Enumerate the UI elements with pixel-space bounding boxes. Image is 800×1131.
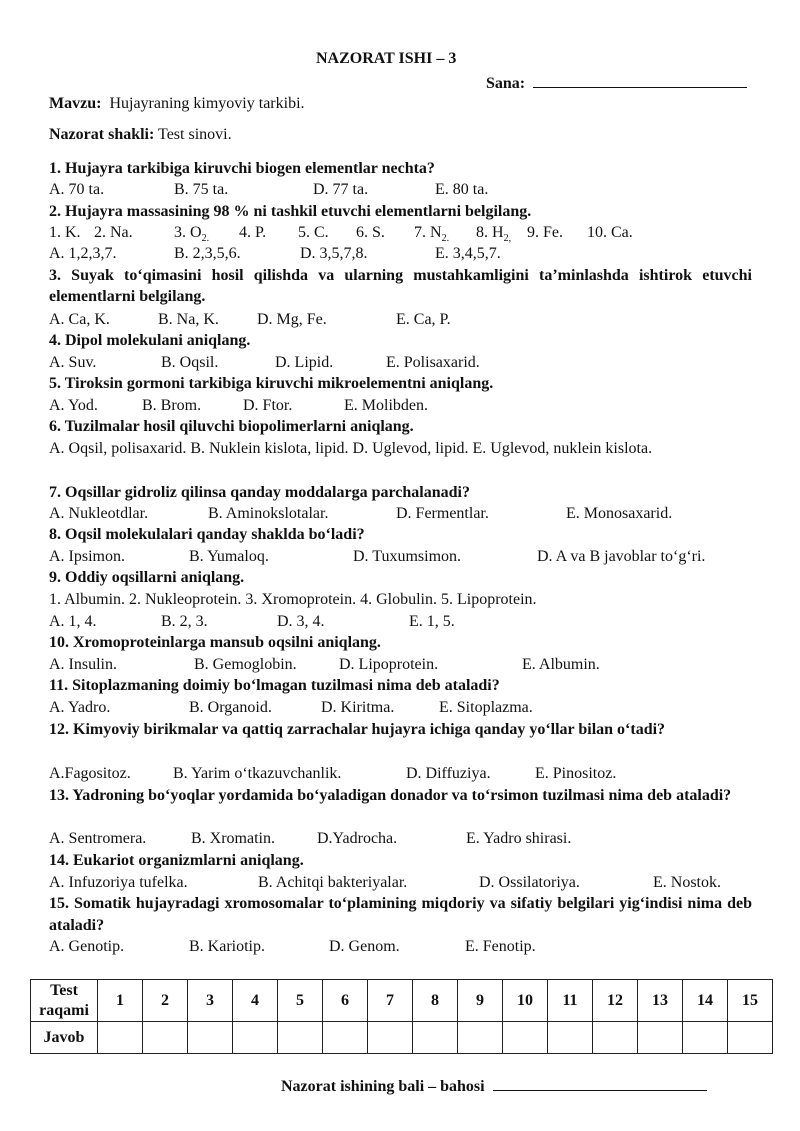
options-3 [49, 309, 759, 330]
options-14 [49, 872, 759, 893]
question-6: 6. Tuzilmalar hosil qiluvchi biopolimerlarni aniqlang. [49, 418, 414, 435]
option[interactable]: B. Aminokslotalar. [208, 505, 329, 522]
topic-line [49, 94, 305, 114]
options-8 [49, 546, 759, 567]
options-13 [49, 828, 759, 849]
question-13: 13. Yadroning bo‘yoqlar yordamida bo‘yaladigan donador va to‘rsimon tuzilmasi nima deb ataladi? [49, 787, 732, 804]
option[interactable]: E. Yadro shirasi. [466, 830, 572, 847]
option[interactable]: E. Molibden. [344, 397, 428, 414]
option[interactable]: D. Diffuziya. [406, 765, 491, 782]
option[interactable]: B. Achitqi bakteriyalar. [258, 874, 408, 891]
option[interactable]: B. 75 ta. [174, 181, 229, 198]
question-8: 8. Oqsil molekulalari qanday shaklda bo‘ladi? [49, 526, 365, 543]
option[interactable]: A. Infuzoriya tufelka. [49, 874, 188, 891]
question-1: 1. Hujayra tarkibiga kiruvchi biogen elementlar nechta? [49, 160, 435, 177]
test-number-cell: 11 [548, 980, 593, 1022]
option[interactable]: D. Lipoprotein. [339, 656, 439, 673]
option[interactable]: B. Gemoglobin. [194, 656, 297, 673]
option[interactable]: A. Insulin. [49, 656, 117, 673]
question-7: 7. Oqsillar gidroliz qilinsa qanday moddalarga parchalanadi? [49, 484, 470, 501]
question-10: 10. Xromoproteinlarga mansub oqsilni aniqlang. [49, 634, 381, 651]
option[interactable]: D. 3, 4. [277, 613, 325, 630]
options-2 [49, 243, 759, 264]
option[interactable]: E. Monosaxarid. [566, 505, 673, 522]
answer-cell[interactable] [323, 1022, 368, 1054]
option[interactable]: D. Ossilatoriya. [479, 874, 580, 891]
option[interactable]: E. Albumin. [522, 656, 600, 673]
answer-cell[interactable] [188, 1022, 233, 1054]
test-number-cell: 15 [728, 980, 773, 1022]
option[interactable]: D. Genom. [329, 938, 400, 955]
options-1 [49, 179, 759, 200]
item: 10. Ca. [587, 224, 633, 241]
topic-label: Mavzu: [49, 95, 102, 112]
option[interactable]: E. Pinositoz. [535, 765, 617, 782]
test-number-cell: 12 [593, 980, 638, 1022]
option[interactable]: A. Ca, K. [49, 311, 110, 328]
question-2: 2. Hujayra massasining 98 % ni tashkil etuvchi elementlarni belgilang. [49, 203, 532, 220]
option[interactable]: B. 2,3,5,6. [174, 245, 241, 262]
items-2 [49, 222, 759, 243]
options-5 [49, 395, 759, 416]
option[interactable]: A. 1,2,3,7. [49, 245, 117, 262]
options-6[interactable]: A. Oqsil, polisaxarid. B. Nuklein kislota, lipid. D. Uglevod, lipid. E. Uglevod, nuklein kislota. [49, 440, 653, 457]
option[interactable]: A. Ipsimon. [49, 548, 125, 565]
test-number-cell: 6 [323, 980, 368, 1022]
question-4: 4. Dipol molekulani aniqlang. [49, 332, 251, 349]
answer-cell[interactable] [458, 1022, 503, 1054]
item: 4. P. [239, 224, 267, 241]
form-value: Test sinovi. [158, 126, 232, 143]
option[interactable]: E. Ca, P. [396, 311, 451, 328]
answer-cell[interactable] [368, 1022, 413, 1054]
option[interactable]: E. 3,4,5,7. [435, 245, 501, 262]
test-number-cell: 4 [233, 980, 278, 1022]
item: 5. C. [298, 224, 329, 241]
question-12: 12. Kimyoviy birikmalar va qattiq zarrachalar hujayra ichiga qanday yo‘llar bilan o‘tadi? [49, 721, 666, 738]
date-label: Sana: [486, 75, 526, 92]
table-row [31, 980, 773, 1022]
test-number-cell: 5 [278, 980, 323, 1022]
form-line [49, 125, 232, 145]
test-number-cell: 7 [368, 980, 413, 1022]
options-15 [49, 936, 759, 957]
test-number-cell: 9 [458, 980, 503, 1022]
answer-cell[interactable] [548, 1022, 593, 1054]
options-10 [49, 654, 759, 675]
question-9: 9. Oddiy oqsillarni aniqlang. [49, 569, 245, 586]
answer-cell[interactable] [233, 1022, 278, 1054]
table-header-cell: Javob [31, 1022, 98, 1054]
question-11: 11. Sitoplazmaning doimiy bo‘lmagan tuzilmasi nima deb ataladi? [49, 677, 500, 694]
option[interactable]: E. Nostok. [653, 874, 721, 891]
option[interactable]: A. Genotip. [49, 938, 125, 955]
answer-table [30, 979, 773, 1054]
option[interactable]: D. Kiritma. [321, 699, 395, 716]
options-12 [49, 763, 759, 784]
answer-cell[interactable] [593, 1022, 638, 1054]
option[interactable]: E. Fenotip. [465, 938, 536, 955]
item: 6. S. [356, 224, 385, 241]
option[interactable]: B. Brom. [142, 397, 202, 414]
item: 3. $O_{2.}$ [174, 224, 210, 245]
option[interactable]: A. Nukleotdlar. [49, 505, 149, 522]
item: 2. Na. [94, 224, 133, 241]
option[interactable]: B. Kariotip. [189, 938, 265, 955]
option[interactable]: A. 1, 4. [49, 613, 97, 630]
option[interactable]: D. A va B javoblar to‘g‘ri. [537, 548, 706, 565]
date-field[interactable] [486, 73, 747, 93]
option[interactable]: B. Oqsil. [161, 354, 219, 371]
answer-cell[interactable] [728, 1022, 773, 1054]
test-number-cell: 2 [143, 980, 188, 1022]
test-number-cell: 1 [98, 980, 143, 1022]
answer-cell[interactable] [98, 1022, 143, 1054]
question-5: 5. Tiroksin gormoni tarkibiga kiruvchi mikroelementni aniqlang. [49, 375, 494, 392]
answer-cell[interactable] [143, 1022, 188, 1054]
option[interactable]: B. Na, K. [158, 311, 219, 328]
score-label: Nazorat ishining bali – bahosi [281, 1078, 485, 1095]
option[interactable]: A. Sentromera. [49, 830, 147, 847]
table-row [31, 1022, 773, 1054]
option[interactable]: E. Polisaxarid. [386, 354, 480, 371]
test-number-cell: 14 [683, 980, 728, 1022]
option[interactable]: A. Suv. [49, 354, 97, 371]
options-11 [49, 697, 759, 718]
option[interactable]: D. Ftor. [243, 397, 293, 414]
option[interactable]: E. Sitoplazma. [439, 699, 533, 716]
topic-value: Hujayraning kimyoviy tarkibi. [109, 95, 305, 112]
answer-cell[interactable] [413, 1022, 458, 1054]
item: 7. $N_{2.}$ [414, 224, 450, 245]
option[interactable]: A.Fagositoz. [49, 765, 131, 782]
option[interactable]: D. Lipid. [275, 354, 334, 371]
test-number-cell: 3 [188, 980, 233, 1022]
option[interactable]: E. 1, 5. [409, 613, 455, 630]
option[interactable]: D. Mg, Fe. [257, 311, 327, 328]
page-title: NAZORAT ISHI – 3 [316, 50, 457, 67]
table-header-cell: Test raqami [31, 980, 98, 1022]
item: 9. Fe. [527, 224, 563, 241]
question-3: 3. Suyak to‘qimasini hosil qilishda va ularning mustahkamligini ta’minlashda ishtirok etuvchi elementlarni belgilang. [49, 267, 752, 305]
question-15: 15. Somatik hujayradagi xromosomalar to‘plamining miqdoriy va sifatiy belgilari yig‘indisi nima deb ataladi? [49, 895, 752, 934]
items-9: 1. Albumin. 2. Nukleoprotein. 3. Xromoprotein. 4. Globulin. 5. Lipoprotein. [49, 591, 537, 608]
options-7 [49, 503, 759, 524]
option[interactable]: D.Yadrocha. [317, 830, 398, 847]
answer-cell[interactable] [503, 1022, 548, 1054]
option[interactable]: D. Tuxumsimon. [353, 548, 462, 565]
question-14: 14. Eukariot organizmlarni aniqlang. [49, 852, 304, 869]
option[interactable]: E. 80 ta. [435, 181, 489, 198]
item: 8. $H_{2,}$ [476, 224, 512, 245]
form-label: Nazorat shakli: [49, 126, 155, 143]
option[interactable]: D. 3,5,7,8. [300, 245, 368, 262]
item: 1. K. [49, 224, 81, 241]
answer-cell[interactable] [278, 1022, 323, 1054]
test-number-cell: 10 [503, 980, 548, 1022]
option[interactable]: B. 2, 3. [161, 613, 208, 630]
option[interactable]: A. 70 ta. [49, 181, 105, 198]
option[interactable]: B. Organoid. [189, 699, 272, 716]
option[interactable]: B. Yarim o‘tkazuvchanlik. [173, 765, 342, 782]
option[interactable]: B. Yumaloq. [189, 548, 269, 565]
option[interactable]: A. Yod. [49, 397, 98, 414]
answer-cell[interactable] [683, 1022, 728, 1054]
answer-cell[interactable] [638, 1022, 683, 1054]
score-field[interactable] [281, 1076, 707, 1096]
score-blank-line [493, 1076, 707, 1091]
test-number-cell: 13 [638, 980, 683, 1022]
test-number-cell: 8 [413, 980, 458, 1022]
date-blank-line [533, 73, 747, 88]
option[interactable]: A. Yadro. [49, 699, 111, 716]
option[interactable]: D. 77 ta. [313, 181, 369, 198]
option[interactable]: D. Fermentlar. [396, 505, 489, 522]
options-4 [49, 352, 759, 373]
option[interactable]: B. Xromatin. [191, 830, 275, 847]
options-9 [49, 611, 759, 632]
